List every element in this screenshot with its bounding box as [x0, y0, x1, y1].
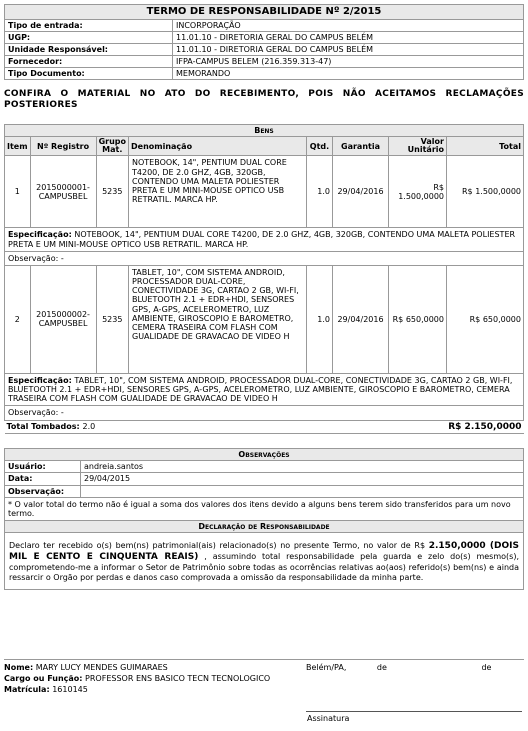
total-row — [5, 420, 524, 433]
obs-text: - — [60, 253, 64, 263]
cell-valor-unitario: R$ 1.500,0000 — [389, 156, 447, 228]
col-grupo: Grupo Mat. — [96, 137, 128, 156]
matricula-label: Matrícula: — [4, 685, 50, 695]
header-row — [5, 68, 524, 80]
col-total: Total — [447, 137, 524, 156]
obs-info-label: Observação: — [5, 485, 81, 497]
obs-info-row — [5, 473, 524, 485]
table-row — [5, 265, 524, 373]
obs-info-label: Usuário: — [5, 461, 81, 473]
cell-grupo: 5235 — [96, 156, 128, 228]
signature-line — [306, 711, 522, 712]
local-data — [306, 663, 524, 672]
header-row — [5, 31, 524, 43]
obs-text: - — [60, 408, 64, 418]
total-tombados-value: 2.0 — [82, 422, 96, 432]
cargo-value: PROFESSOR ENS BASICO TECN TECNOLOGICO — [85, 674, 271, 684]
spec-text: TABLET, 10", COM SISTEMA ANDROID, PROCESSADOR DUAL-CORE, CONECTIVIDADE 3G, CARTAO 2 GB, WI-FI, BLUETOOTH 2.1 + EDR+HDI, SENSORES GPS, A-GPS, ACELEROMETRO, LUZ AMBIENTE, GIROSCOPIO E BAROMETRO, CEMERA TRASEIRA COM FLASH COM GUALIDADE DE GRAVACAO DE VIDEO H — [8, 375, 513, 404]
obs-note: * O valor total do termo não é igual a soma dos valores dos itens devido a alguns bens terem sido transferidos para um novo termo. — [5, 497, 524, 520]
header-label: UGP: — [5, 31, 173, 43]
obs-info-row — [5, 461, 524, 473]
cell-grupo: 5235 — [96, 265, 128, 373]
cell-denominacao: NOTEBOOK, 14", PENTIUM DUAL CORE T4200, DE 2.0 GHZ, 4GB, 320GB, CONTENDO UMA MALETA POLIESTER PRETA E UM MINI-MOUSE OPTICO USB RETRATIL. MARCA HP. — [129, 156, 307, 228]
col-registro: Nº Registro — [30, 137, 96, 156]
cell-valor-unitario: R$ 650,0000 — [389, 265, 447, 373]
declaracao-amount: 2.150,0000 (DOIS MIL E CENTO E CINQUENTA REAIS) — [9, 541, 520, 563]
de-text-1: de — [376, 663, 387, 672]
cell-qtd: 1.0 — [307, 156, 333, 228]
header-label: Tipo de entrada: — [5, 19, 173, 31]
cell-registro: 2015000002-CAMPUSBEL — [30, 265, 96, 373]
header-label: Fornecedor: — [5, 56, 173, 68]
cell-item: 2 — [5, 265, 31, 373]
header-value: 11.01.10 - DIRETORIA GERAL DO CAMPUS BELÉM — [173, 43, 524, 55]
header-value: MEMORANDO — [173, 68, 524, 80]
header-label: Tipo Documento: — [5, 68, 173, 80]
bens-header-row — [5, 137, 524, 156]
header-value: INCORPORAÇÃO — [173, 19, 524, 31]
cell-qtd: 1.0 — [307, 265, 333, 373]
total-tombados-label: Total Tombados: — [6, 422, 80, 432]
spec-row — [5, 228, 524, 251]
header-row — [5, 43, 524, 55]
col-item: Item — [5, 137, 31, 156]
spec-label: Especificação: — [8, 375, 72, 385]
observacoes-section-title: Observações — [5, 448, 524, 460]
col-denominacao: Denominação — [129, 137, 307, 156]
document-title: TERMO DE RESPONSABILIDADE Nº 2/2015 — [5, 5, 524, 20]
obs-info-value: andreia.santos — [81, 461, 524, 473]
observacoes-table — [4, 448, 524, 521]
header-table — [4, 4, 524, 80]
bens-section-title: Bens — [5, 125, 524, 137]
cell-total: R$ 1.500,0000 — [447, 156, 524, 228]
declaracao-text-after: , assumindo total responsabilidade pela guarda e zelo do(s) mesmo(s), comprometendo-me a informar o Setor de Patrimônio sobre todas as ocorrências relativas ao(aos) referido(s) bem(ns) e ainda ressarcir o Orgão por perdas e danos caso comprovada a omissão da responsabilidade da minha parte. — [9, 552, 519, 582]
cargo-label: Cargo ou Função: — [4, 674, 83, 684]
grand-total: R$ 2.150,0000 — [389, 420, 524, 433]
header-row — [5, 19, 524, 31]
obs-label: Observação: — [8, 253, 59, 263]
cell-registro: 2015000001-CAMPUSBEL — [30, 156, 96, 228]
bens-table — [4, 124, 524, 434]
cell-item: 1 — [5, 156, 31, 228]
header-value: IFPA-CAMPUS BELEM (216.359.313-47) — [173, 56, 524, 68]
nome-value: MARY LUCY MENDES GUIMARAES — [35, 663, 168, 672]
col-garantia: Garantia — [333, 137, 389, 156]
declaracao-text-before: Declaro ter recebido o(s) bem(ns) patrimonial(ais) relacionado(s) no presente Termo, no valor de R$ — [9, 541, 426, 551]
obs-info-value: 29/04/2015 — [81, 473, 524, 485]
obs-row — [5, 406, 524, 420]
signature-block — [4, 659, 524, 723]
cell-garantia: 29/04/2016 — [333, 265, 389, 373]
col-qtd: Qtd. — [307, 137, 333, 156]
obs-label: Observação: — [8, 408, 59, 418]
matricula-value: 1610145 — [52, 685, 88, 695]
header-label: Unidade Responsável: — [5, 43, 173, 55]
obs-info-value — [81, 485, 524, 497]
header-value: 11.01.10 - DIRETORIA GERAL DO CAMPUS BELÉM — [173, 31, 524, 43]
signer-info — [4, 663, 294, 697]
obs-row — [5, 251, 524, 265]
declaracao-text — [4, 533, 524, 589]
cell-denominacao: TABLET, 10", COM SISTEMA ANDROID, PROCESSADOR DUAL-CORE, CONECTIVIDADE 3G, CARTAO 2 GB, WI-FI, BLUETOOTH 2.1 + EDR+HDI, SENSORES GPS, A-GPS, ACELEROMETRO, LUZ AMBIENTE, GIROSCOPIO E BAROMETRO, CEMERA TRASEIRA COM FLASH COM GUALIDADE DE GRAVACAO DE VIDEO H — [129, 265, 307, 373]
spec-text: NOTEBOOK, 14", PENTIUM DUAL CORE T4200, DE 2.0 GHZ, 4GB, 320GB, CONTENDO UMA MALETA POLIESTER PRETA E UM MINI-MOUSE OPTICO USB RETRATIL. MARCA HP. — [8, 230, 516, 249]
declaracao-section-title: Declaração de Responsabilidade — [4, 521, 524, 533]
col-valor-unitario: Valor Unitário — [389, 137, 447, 156]
table-row — [5, 156, 524, 228]
cell-garantia: 29/04/2016 — [333, 156, 389, 228]
spec-label: Especificação: — [8, 230, 72, 240]
confirm-notice: CONFIRA O MATERIAL NO ATO DO RECEBIMENTO, POIS NÃO ACEITAMOS RECLAMAÇÕES POSTERIORES — [4, 89, 524, 110]
nome-label: Nome: — [4, 663, 34, 672]
cell-total: R$ 650,0000 — [447, 265, 524, 373]
signature-label: Assinatura — [307, 714, 350, 723]
spec-row — [5, 373, 524, 406]
obs-info-row — [5, 485, 524, 497]
de-text-2: de — [481, 663, 492, 672]
obs-info-label: Data: — [5, 473, 81, 485]
header-row — [5, 56, 524, 68]
local-text: Belém/PA, — [306, 663, 347, 672]
